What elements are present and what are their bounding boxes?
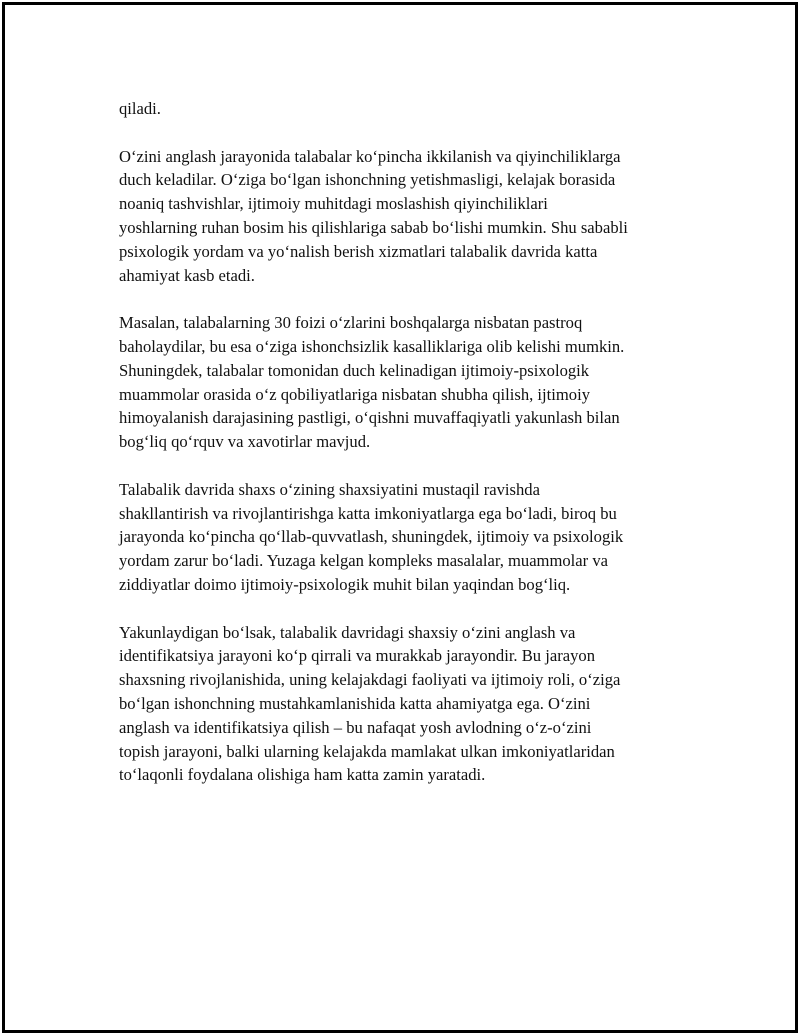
document-body — [119, 97, 699, 811]
text-line: ziddiyatlar doimo ijtimoiy-psixologik muhit bilan yaqindan bog‘liq. — [119, 574, 571, 594]
text-line: ahamiyat kasb etadi. — [119, 265, 255, 285]
text-line: topish jarayoni, balki ularning kelajakda mamlakat ulkan imkoniyatlaridan — [119, 741, 615, 761]
text-line: baholaydilar, bu esa o‘ziga ishonchsizlik kasalliklariga olib kelishi mumkin. — [119, 336, 625, 356]
text-line: bog‘liq qo‘rquv va xavotirlar mavjud. — [119, 432, 371, 452]
text-line: shaxsning rivojlanishida, uning kelajakdagi faoliyati va ijtimoiy roli, o‘ziga — [119, 670, 621, 690]
text-line: anglash va identifikatsiya qilish – bu nafaqat yosh avlodning o‘z-o‘zini — [119, 717, 592, 737]
text-line: psixologik yordam va yo‘nalish berish xizmatlari talabalik davrida katta — [119, 241, 598, 261]
text-line: shakllantirish va rivojlantirishga katta imkoniyatlarga ega bo‘ladi, biroq bu — [119, 503, 617, 523]
text-line: himoyalanish darajasining pastligi, o‘qishni muvaffaqiyatli yakunlash bilan — [119, 408, 620, 428]
text-line: duch keladilar. O‘ziga bo‘lgan ishonchning yetishmasligi, kelajak borasida — [119, 170, 616, 190]
paragraph-1 — [119, 97, 699, 121]
text-line: Talabalik davrida shaxs o‘zining shaxsiyatini mustaqil ravishda — [119, 479, 540, 499]
text-line: qiladi. — [119, 99, 161, 118]
text-line: Shuningdek, talabalar tomonidan duch kelinadigan ijtimoiy-psixologik — [119, 360, 590, 380]
text-line: Masalan, talabalarning 30 foizi o‘zlarini boshqalarga nisbatan pastroq — [119, 313, 583, 333]
text-line: muammolar orasida o‘z qobiliyatlariga nisbatan shubha qilish, ijtimoiy — [119, 384, 590, 404]
text-line: yordam zarur bo‘ladi. Yuzaga kelgan kompleks masalalar, muammolar va — [119, 551, 608, 571]
text-line: to‘laqonli foydalana olishiga ham katta zamin yaratadi. — [119, 765, 486, 785]
text-line: noaniq tashvishlar, ijtimoiy muhitdagi moslashish qiyinchiliklari — [119, 194, 548, 214]
text-line: O‘zini anglash jarayonida talabalar ko‘pincha ikkilanish va qiyinchiliklarga — [119, 146, 621, 166]
paragraph-3 — [119, 311, 699, 454]
paragraph-4 — [119, 478, 699, 597]
paragraph-5 — [119, 621, 699, 788]
text-line: Yakunlaydigan bo‘lsak, talabalik davridagi shaxsiy o‘zini anglash va — [119, 622, 576, 642]
paragraph-2 — [119, 145, 699, 288]
text-line: yoshlarning ruhan bosim his qilishlariga sabab bo‘lishi mumkin. Shu sababli — [119, 217, 628, 237]
text-line: jarayonda ko‘pincha qo‘llab-quvvatlash, shuningdek, ijtimoiy va psixologik — [119, 527, 624, 547]
text-line: bo‘lgan ishonchning mustahkamlanishida katta ahamiyatga ega. O‘zini — [119, 693, 591, 713]
text-line: identifikatsiya jarayoni ko‘p qirrali va murakkab jarayondir. Bu jarayon — [119, 646, 596, 666]
document-page — [2, 2, 798, 1033]
